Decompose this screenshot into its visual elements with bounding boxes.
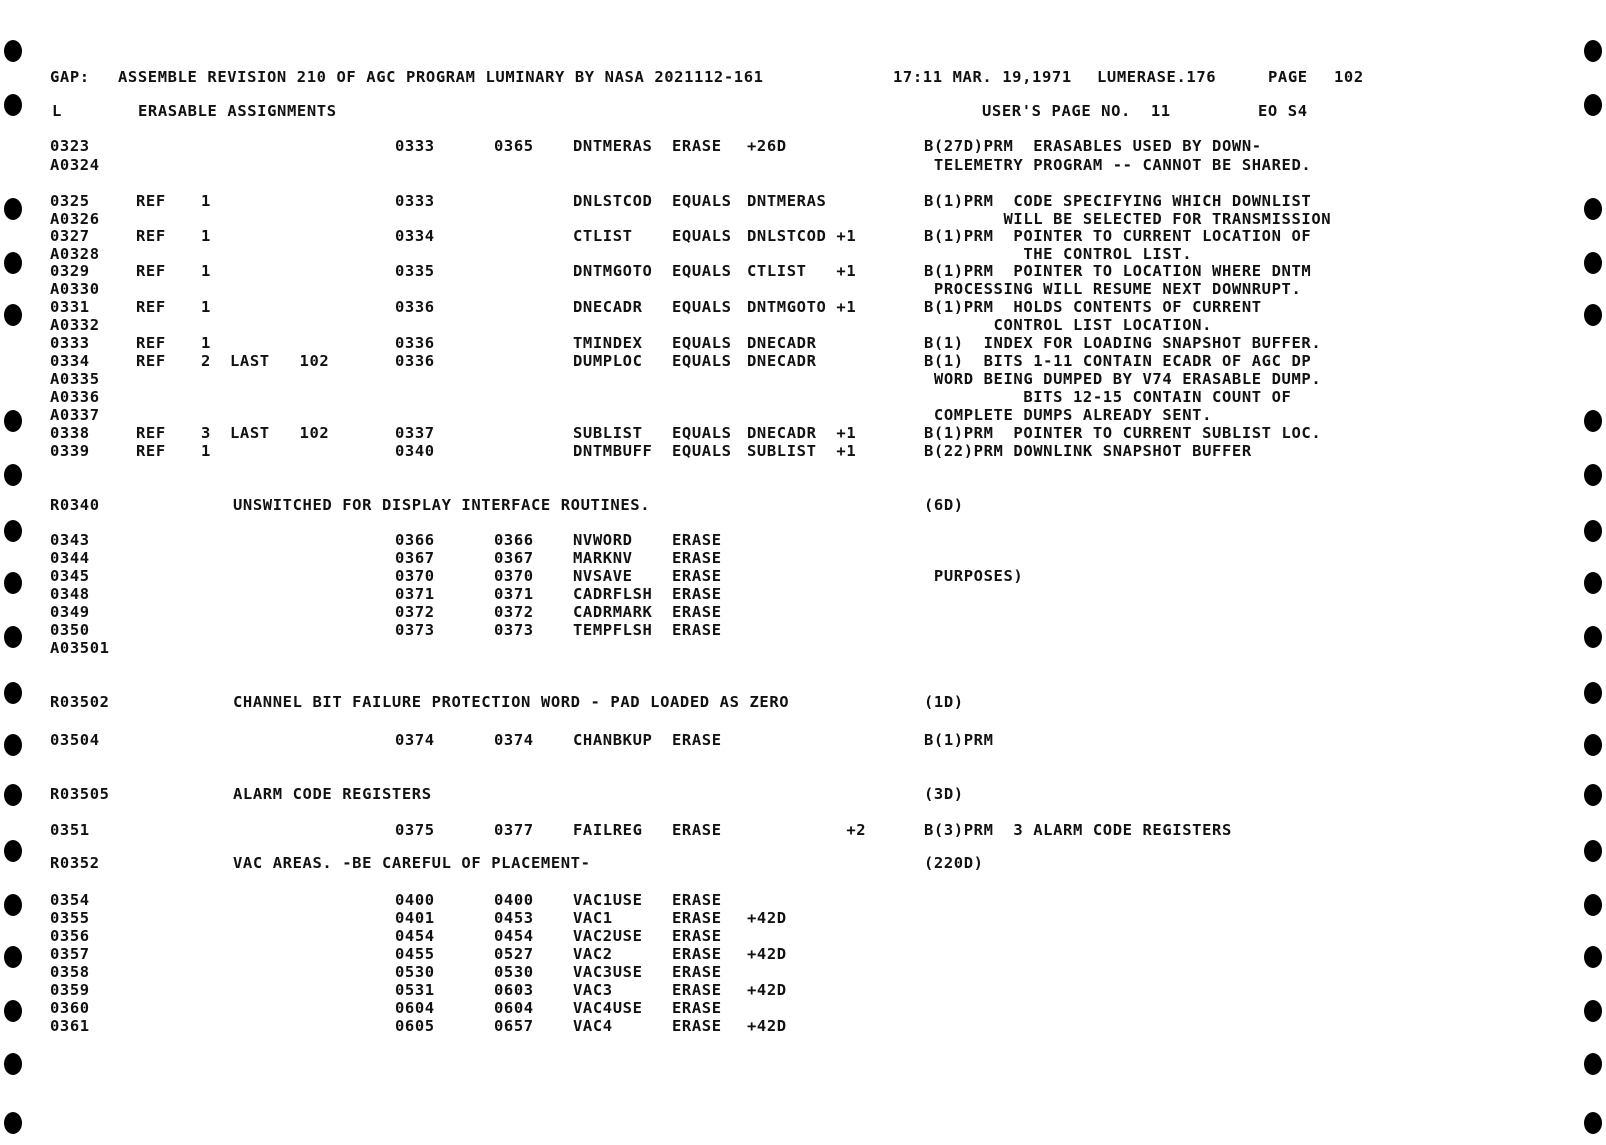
comment: B(3)PRM 3 ALARM CODE REGISTERS <box>924 821 1232 839</box>
card-number: 0333 <box>50 334 90 352</box>
symbol-name: CADRMARK <box>573 603 653 621</box>
address-start: 0340 <box>395 442 435 460</box>
address-start: 0367 <box>395 549 435 567</box>
opcode: EQUALS <box>672 227 732 245</box>
card-number: 0348 <box>50 585 90 603</box>
address-end: 0367 <box>494 549 534 567</box>
symbol-name: VAC4USE <box>573 999 643 1017</box>
opcode: ERASE <box>672 549 722 567</box>
sprocket-hole <box>1584 304 1602 326</box>
eo-label: EO S4 <box>1258 102 1308 120</box>
symbol-name: VAC2 <box>573 945 613 963</box>
card-number: 0357 <box>50 945 90 963</box>
sprocket-hole <box>1584 626 1602 648</box>
card-number: 0338 <box>50 424 90 442</box>
opcode: ERASE <box>672 603 722 621</box>
comment: BITS 12-15 CONTAIN COUNT OF <box>924 388 1292 406</box>
sprocket-hole <box>4 464 22 486</box>
sprocket-hole <box>4 1112 22 1134</box>
sprocket-hole <box>1584 734 1602 756</box>
comment: TELEMETRY PROGRAM -- CANNOT BE SHARED. <box>924 156 1312 174</box>
address-start: 0530 <box>395 963 435 981</box>
comment: WILL BE SELECTED FOR TRANSMISSION <box>924 210 1332 228</box>
address-start: 0372 <box>395 603 435 621</box>
opcode: ERASE <box>672 821 722 839</box>
comment: B(1)PRM CODE SPECIFYING WHICH DOWNLIST <box>924 192 1312 210</box>
operand: SUBLIST +1 <box>747 442 857 460</box>
comment: B(1)PRM POINTER TO CURRENT LOCATION OF <box>924 227 1312 245</box>
address-start: 0333 <box>395 137 435 155</box>
ref-label: REF <box>136 352 166 370</box>
card-number: 0339 <box>50 442 90 460</box>
sprocket-hole <box>1584 252 1602 274</box>
address-start: 0531 <box>395 981 435 999</box>
address-start: 0336 <box>395 334 435 352</box>
card-number: A0324 <box>50 156 100 174</box>
address-start: 0371 <box>395 585 435 603</box>
ref-count: 1 <box>201 298 211 316</box>
symbol-name: DNTMGOTO <box>573 262 653 280</box>
sprocket-hole <box>4 252 22 274</box>
operand: DNTMERAS <box>747 192 827 210</box>
sprocket-hole <box>4 946 22 968</box>
sprocket-hole <box>4 198 22 220</box>
opcode: ERASE <box>672 981 722 999</box>
sprocket-hole <box>1584 572 1602 594</box>
file-name: LUMERASE.176 <box>1097 68 1217 86</box>
card-number: 0354 <box>50 891 90 909</box>
comment: B(1)PRM POINTER TO CURRENT SUBLIST LOC. <box>924 424 1322 442</box>
comment: B(22)PRM DOWNLINK SNAPSHOT BUFFER <box>924 442 1252 460</box>
card-number: 0329 <box>50 262 90 280</box>
comment: (3D) <box>924 785 964 803</box>
card-number: 0323 <box>50 137 90 155</box>
opcode: ERASE <box>672 585 722 603</box>
opcode: EQUALS <box>672 442 732 460</box>
address-end: 0371 <box>494 585 534 603</box>
address-start: 0334 <box>395 227 435 245</box>
operand: DNLSTCOD +1 <box>747 227 857 245</box>
card-number: A0337 <box>50 406 100 424</box>
card-number: R0352 <box>50 854 100 872</box>
comment: WORD BEING DUMPED BY V74 ERASABLE DUMP. <box>924 370 1322 388</box>
address-end: 0377 <box>494 821 534 839</box>
assembly-datetime: 17:11 MAR. 19,1971 <box>893 68 1072 86</box>
operand: CTLIST +1 <box>747 262 857 280</box>
address-end: 0604 <box>494 999 534 1017</box>
users-page-number: USER'S PAGE NO. 11 <box>982 102 1171 120</box>
address-start: 0400 <box>395 891 435 909</box>
opcode: ERASE <box>672 137 722 155</box>
operand: +42D <box>747 1017 787 1035</box>
ref-label: REF <box>136 442 166 460</box>
page-label: PAGE <box>1268 68 1308 86</box>
sprocket-hole <box>4 572 22 594</box>
sprocket-hole <box>4 410 22 432</box>
symbol-name: CADRFLSH <box>573 585 653 603</box>
address-start: 0336 <box>395 298 435 316</box>
address-end: 0365 <box>494 137 534 155</box>
symbol-name: VAC3 <box>573 981 613 999</box>
block-description: ALARM CODE REGISTERS <box>233 785 432 803</box>
ref-count: 1 <box>201 192 211 210</box>
address-start: 0455 <box>395 945 435 963</box>
card-number: 0350 <box>50 621 90 639</box>
comment: B(1) BITS 1-11 CONTAIN ECADR OF AGC DP <box>924 352 1312 370</box>
address-end: 0372 <box>494 603 534 621</box>
comment: (220D) <box>924 854 984 872</box>
right-sprocket-holes <box>1584 0 1604 1145</box>
symbol-name: DUMPLOC <box>573 352 643 370</box>
address-start: 0366 <box>395 531 435 549</box>
symbol-name: VAC4 <box>573 1017 613 1035</box>
ref-count: 1 <box>201 262 211 280</box>
comment: PROCESSING WILL RESUME NEXT DOWNRUPT. <box>924 280 1302 298</box>
sprocket-hole <box>1584 894 1602 916</box>
card-number: R0340 <box>50 496 100 514</box>
symbol-name: CTLIST <box>573 227 633 245</box>
sprocket-hole <box>1584 410 1602 432</box>
operand: +26D <box>747 137 787 155</box>
assembly-title: ASSEMBLE REVISION 210 OF AGC PROGRAM LUMINARY BY NASA 2021112-161 <box>118 68 764 86</box>
address-end: 0366 <box>494 531 534 549</box>
symbol-name: VAC3USE <box>573 963 643 981</box>
symbol-name: CHANBKUP <box>573 731 653 749</box>
card-number: 0360 <box>50 999 90 1017</box>
sprocket-hole <box>1584 520 1602 542</box>
sprocket-hole <box>1584 946 1602 968</box>
symbol-name: VAC1 <box>573 909 613 927</box>
left-sprocket-holes <box>4 0 24 1145</box>
card-number: A0328 <box>50 245 100 263</box>
address-end: 0530 <box>494 963 534 981</box>
comment: B(1)PRM HOLDS CONTENTS OF CURRENT <box>924 298 1262 316</box>
sprocket-hole <box>1584 464 1602 486</box>
comment: (1D) <box>924 693 964 711</box>
opcode: EQUALS <box>672 424 732 442</box>
address-end: 0453 <box>494 909 534 927</box>
card-number: 0358 <box>50 963 90 981</box>
address-end: 0603 <box>494 981 534 999</box>
card-number: 0356 <box>50 927 90 945</box>
card-number: R03502 <box>50 693 110 711</box>
card-number: 0345 <box>50 567 90 585</box>
card-number: A0326 <box>50 210 100 228</box>
operand: DNECADR <box>747 352 817 370</box>
ref-count: 1 <box>201 227 211 245</box>
card-number: 0325 <box>50 192 90 210</box>
comment: CONTROL LIST LOCATION. <box>924 316 1213 334</box>
symbol-name: DNTMBUFF <box>573 442 653 460</box>
address-start: 0370 <box>395 567 435 585</box>
opcode: ERASE <box>672 945 722 963</box>
address-start: 0375 <box>395 821 435 839</box>
opcode: EQUALS <box>672 262 732 280</box>
address-start: 0336 <box>395 352 435 370</box>
address-end: 0657 <box>494 1017 534 1035</box>
opcode: ERASE <box>672 927 722 945</box>
card-number: 0349 <box>50 603 90 621</box>
card-number: 0327 <box>50 227 90 245</box>
listing-mark: L <box>52 102 62 120</box>
card-number: A0332 <box>50 316 100 334</box>
sprocket-hole <box>1584 1112 1602 1134</box>
comment: B(1)PRM <box>924 731 994 749</box>
sprocket-hole <box>4 94 22 116</box>
operand: +42D <box>747 909 787 927</box>
symbol-name: TEMPFLSH <box>573 621 653 639</box>
comment: B(1)PRM POINTER TO LOCATION WHERE DNTM <box>924 262 1312 280</box>
card-number: 0331 <box>50 298 90 316</box>
ref-label: REF <box>136 424 166 442</box>
ref-count: 1 <box>201 334 211 352</box>
ref-label: REF <box>136 262 166 280</box>
opcode: EQUALS <box>672 298 732 316</box>
opcode: ERASE <box>672 621 722 639</box>
operand: +42D <box>747 945 787 963</box>
card-number: A03501 <box>50 639 110 657</box>
address-start: 0401 <box>395 909 435 927</box>
card-number: A0336 <box>50 388 100 406</box>
address-start: 0373 <box>395 621 435 639</box>
sprocket-hole <box>4 520 22 542</box>
symbol-name: DNECADR <box>573 298 643 316</box>
address-end: 0400 <box>494 891 534 909</box>
address-end: 0374 <box>494 731 534 749</box>
page-number: 102 <box>1334 68 1364 86</box>
opcode: ERASE <box>672 567 722 585</box>
symbol-name: FAILREG <box>573 821 643 839</box>
ref-label: REF <box>136 334 166 352</box>
sprocket-hole <box>1584 1053 1602 1075</box>
symbol-name: NVWORD <box>573 531 633 549</box>
symbol-name: SUBLIST <box>573 424 643 442</box>
card-number: 0355 <box>50 909 90 927</box>
symbol-name: TMINDEX <box>573 334 643 352</box>
address-start: 0333 <box>395 192 435 210</box>
opcode: ERASE <box>672 731 722 749</box>
operand: DNECADR +1 <box>747 424 857 442</box>
ref-count: 3 <box>201 424 211 442</box>
sprocket-hole <box>1584 840 1602 862</box>
address-start: 0454 <box>395 927 435 945</box>
card-number: 0334 <box>50 352 90 370</box>
sprocket-hole <box>4 840 22 862</box>
card-number: A0335 <box>50 370 100 388</box>
comment: THE CONTROL LIST. <box>924 245 1193 263</box>
symbol-name: VAC2USE <box>573 927 643 945</box>
sprocket-hole <box>4 626 22 648</box>
sprocket-hole <box>4 682 22 704</box>
opcode: ERASE <box>672 909 722 927</box>
sprocket-hole <box>4 304 22 326</box>
address-start: 0374 <box>395 731 435 749</box>
opcode: ERASE <box>672 531 722 549</box>
ref-label: REF <box>136 227 166 245</box>
block-description: VAC AREAS. -BE CAREFUL OF PLACEMENT- <box>233 854 591 872</box>
comment: PURPOSES) <box>924 567 1024 585</box>
address-start: 0335 <box>395 262 435 280</box>
operand: DNTMGOTO +1 <box>747 298 857 316</box>
comment: B(1) INDEX FOR LOADING SNAPSHOT BUFFER. <box>924 334 1322 352</box>
last-ref: LAST 102 <box>230 352 330 370</box>
comment: B(27D)PRM ERASABLES USED BY DOWN- <box>924 137 1262 155</box>
comment: (6D) <box>924 496 964 514</box>
sprocket-hole <box>4 784 22 806</box>
card-number: 03504 <box>50 731 100 749</box>
block-description: UNSWITCHED FOR DISPLAY INTERFACE ROUTINES. <box>233 496 651 514</box>
card-number: 0359 <box>50 981 90 999</box>
address-end: 0454 <box>494 927 534 945</box>
opcode: EQUALS <box>672 352 732 370</box>
card-number: A0330 <box>50 280 100 298</box>
sprocket-hole <box>1584 682 1602 704</box>
address-end: 0373 <box>494 621 534 639</box>
operand: DNECADR <box>747 334 817 352</box>
ref-label: REF <box>136 192 166 210</box>
sprocket-hole <box>1584 784 1602 806</box>
opcode: EQUALS <box>672 334 732 352</box>
opcode: ERASE <box>672 999 722 1017</box>
address-end: 0527 <box>494 945 534 963</box>
last-ref: LAST 102 <box>230 424 330 442</box>
operand: +42D <box>747 981 787 999</box>
symbol-name: NVSAVE <box>573 567 633 585</box>
sprocket-hole <box>4 1000 22 1022</box>
card-number: R03505 <box>50 785 110 803</box>
symbol-name: DNTMERAS <box>573 137 653 155</box>
opcode: ERASE <box>672 963 722 981</box>
sprocket-hole <box>1584 94 1602 116</box>
address-start: 0604 <box>395 999 435 1017</box>
address-start: 0605 <box>395 1017 435 1035</box>
ref-count: 1 <box>201 442 211 460</box>
ref-count: 2 <box>201 352 211 370</box>
address-start: 0337 <box>395 424 435 442</box>
card-number: 0361 <box>50 1017 90 1035</box>
sprocket-hole <box>1584 40 1602 62</box>
operand: +2 <box>747 821 867 839</box>
ref-label: REF <box>136 298 166 316</box>
card-number: 0343 <box>50 531 90 549</box>
symbol-name: VAC1USE <box>573 891 643 909</box>
opcode: ERASE <box>672 891 722 909</box>
sprocket-hole <box>4 1053 22 1075</box>
address-end: 0370 <box>494 567 534 585</box>
opcode: ERASE <box>672 1017 722 1035</box>
block-description: CHANNEL BIT FAILURE PROTECTION WORD - PAD LOADED AS ZERO <box>233 693 790 711</box>
sprocket-hole <box>1584 1000 1602 1022</box>
sprocket-hole <box>4 734 22 756</box>
symbol-name: MARKNV <box>573 549 633 567</box>
sprocket-hole <box>1584 198 1602 220</box>
sprocket-hole <box>4 40 22 62</box>
card-number: 0351 <box>50 821 90 839</box>
symbol-name: DNLSTCOD <box>573 192 653 210</box>
sprocket-hole <box>4 894 22 916</box>
gap-label: GAP: <box>50 68 90 86</box>
section-title: ERASABLE ASSIGNMENTS <box>138 102 337 120</box>
comment: COMPLETE DUMPS ALREADY SENT. <box>924 406 1213 424</box>
card-number: 0344 <box>50 549 90 567</box>
opcode: EQUALS <box>672 192 732 210</box>
